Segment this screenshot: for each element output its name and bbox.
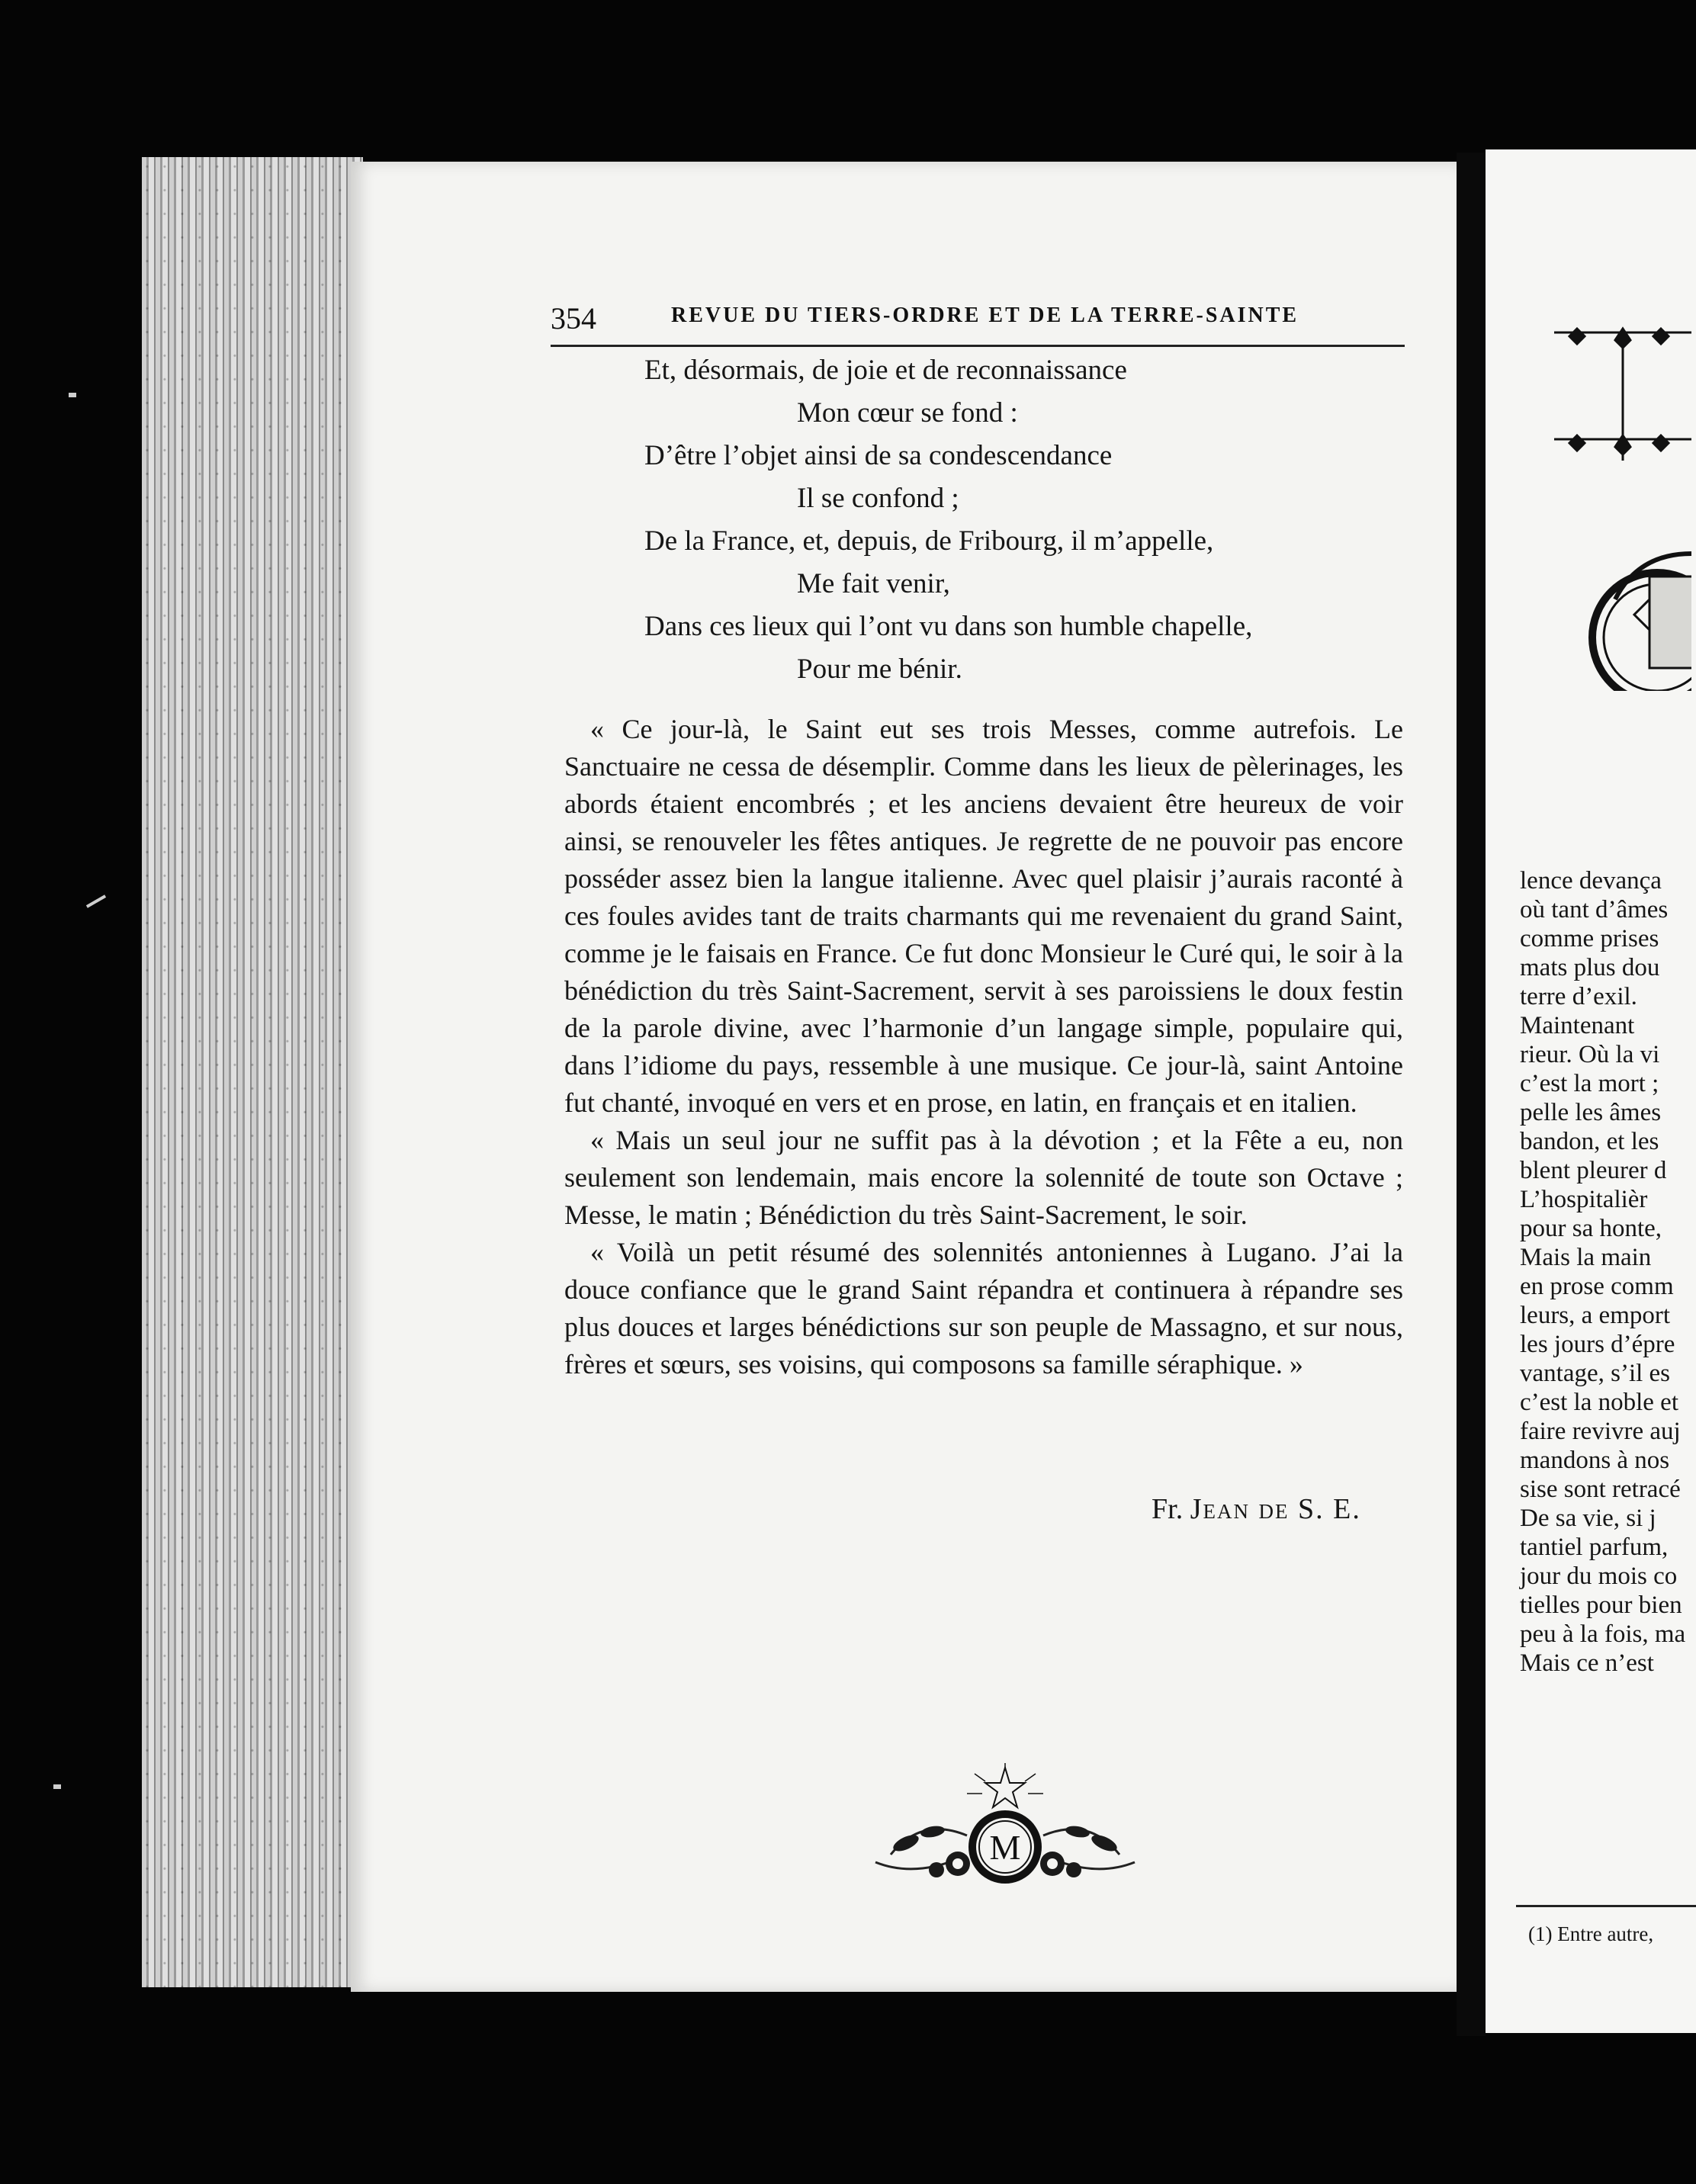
book-gutter <box>1457 153 1486 2036</box>
verse-line: Mon cœur se fond : <box>797 397 1018 429</box>
page-number: 354 <box>551 301 596 336</box>
text-line: Mais la main <box>1520 1244 1652 1271</box>
text-line: les jours d’épre <box>1520 1331 1675 1358</box>
verse-line: Dans ces lieux qui l’ont vu dans son humble chapelle, <box>644 611 1253 642</box>
text-line: c’est la mort ; <box>1520 1070 1659 1097</box>
text-line: vantage, s’il es <box>1520 1360 1671 1387</box>
prose-block <box>564 711 1403 1383</box>
monogram-letter: M <box>989 1828 1021 1867</box>
text-line: bandon, et les <box>1520 1128 1659 1155</box>
signature-prefix: Fr. <box>1152 1493 1190 1525</box>
text-line: peu à la fois, ma <box>1520 1620 1686 1648</box>
text-line: tielles pour bien <box>1520 1591 1682 1619</box>
text-line: c’est la noble et <box>1520 1389 1678 1416</box>
left-page <box>351 162 1457 1992</box>
verse-line: Me fait venir, <box>797 568 950 599</box>
dust-speck <box>53 1784 61 1789</box>
text-line: leurs, a emport <box>1520 1302 1671 1329</box>
text-line: jour du mois co <box>1520 1563 1678 1590</box>
verse-line: Et, désormais, de joie et de reconnaissance <box>644 355 1127 386</box>
text-line: comme prises <box>1520 925 1659 952</box>
text-line: pelle les âmes <box>1520 1099 1662 1126</box>
verse-line: De la France, et, depuis, de Fribourg, il m’appelle, <box>644 525 1214 557</box>
paragraph: « Ce jour-là, le Saint eut ses trois Messes, comme autrefois. Le Sanctuaire ne cessa de désemplir. Comme dans les lieux de pèlerinages, les abords étaient encombrés ; et les anciens devaient être heureux de voir ainsi, se renouveler les fêtes antiques. Je regrette de ne pouvoir pas encore posséder assez bien la langue italienne. Avec quel plaisir j’aurais raconté à ces foules avides tant de traits charmants qui me revenaient du grand Saint, comme je le faisais en France. Ce fut donc Monsieur le Curé qui, le soir à la bénédiction du très Saint-Sacrement, servit à ses paroissiens le doux festin de la parole divine, avec l’harmonie d’un langage simple, populaire qui, dans l’idiome du pays, ressemble à une musique. Ce jour-là, saint Antoine fut chanté, invoqué en vers et en prose, en latin, en français et en italien. <box>564 714 1403 1118</box>
verse-line: Pour me bénir. <box>797 654 962 685</box>
text-line: où tant d’âmes <box>1520 896 1669 923</box>
dust-speck <box>86 894 106 907</box>
text-line: tantiel parfum, <box>1520 1534 1669 1561</box>
text-line: Mais ce n’est <box>1520 1649 1654 1677</box>
verse-block <box>644 349 1331 691</box>
text-line: pour sa honte, <box>1520 1215 1662 1242</box>
text-line: rieur. Où la vi <box>1520 1041 1660 1068</box>
marian-monogram-ornament <box>860 1763 1150 1893</box>
decorative-cross-ornament <box>1493 325 1691 691</box>
text-line: mandons à nos <box>1520 1447 1670 1474</box>
paragraph: « Mais un seul jour ne suffit pas à la dévotion ; et la Fête a eu, non seulement son lendemain, mais encore la solennité de toute son Octave ; Messe, le matin ; Bénédiction du très Saint-Sacrement, le soir. <box>564 1125 1403 1230</box>
verse-line: Il se confond ; <box>797 483 959 514</box>
text-line: mats plus dou <box>1520 954 1660 981</box>
text-line: faire revivre auj <box>1520 1418 1681 1445</box>
text-line: lence devança <box>1520 867 1662 894</box>
footnote-rule <box>1516 1905 1696 1907</box>
text-line: blent pleurer d <box>1520 1157 1667 1184</box>
dust-speck <box>69 393 76 397</box>
signature <box>1152 1492 1361 1526</box>
right-page-text <box>1520 866 1696 1678</box>
page-edges <box>142 157 363 1987</box>
verse-line: D’être l’objet ainsi de sa condescendance <box>644 440 1113 471</box>
signature-name: Jean de S. E. <box>1190 1493 1361 1525</box>
text-line: Maintenant <box>1520 1012 1635 1039</box>
text-line: sise sont retracé <box>1520 1476 1681 1503</box>
text-line: De sa vie, si j <box>1520 1505 1656 1532</box>
paragraph: « Voilà un petit résumé des solennités antoniennes à Lugano. J’ai la douce confiance que le grand Saint répandra et continuera à répandre ses plus douces et larges bénédictions sur son peuple de Massagno, et sur nous, frères et sœurs, ses voisins, qui composons sa famille séraphique. » <box>564 1237 1403 1379</box>
footnote: (1) Entre autre, <box>1528 1922 1654 1945</box>
text-line: en prose comm <box>1520 1273 1674 1300</box>
text-line: terre d’exil. <box>1520 983 1637 1010</box>
text-line: L’hospitalièr <box>1520 1186 1648 1213</box>
right-page <box>1486 149 1696 2033</box>
running-title: REVUE DU TIERS-ORDRE ET DE LA TERRE-SAINTE <box>671 304 1299 327</box>
